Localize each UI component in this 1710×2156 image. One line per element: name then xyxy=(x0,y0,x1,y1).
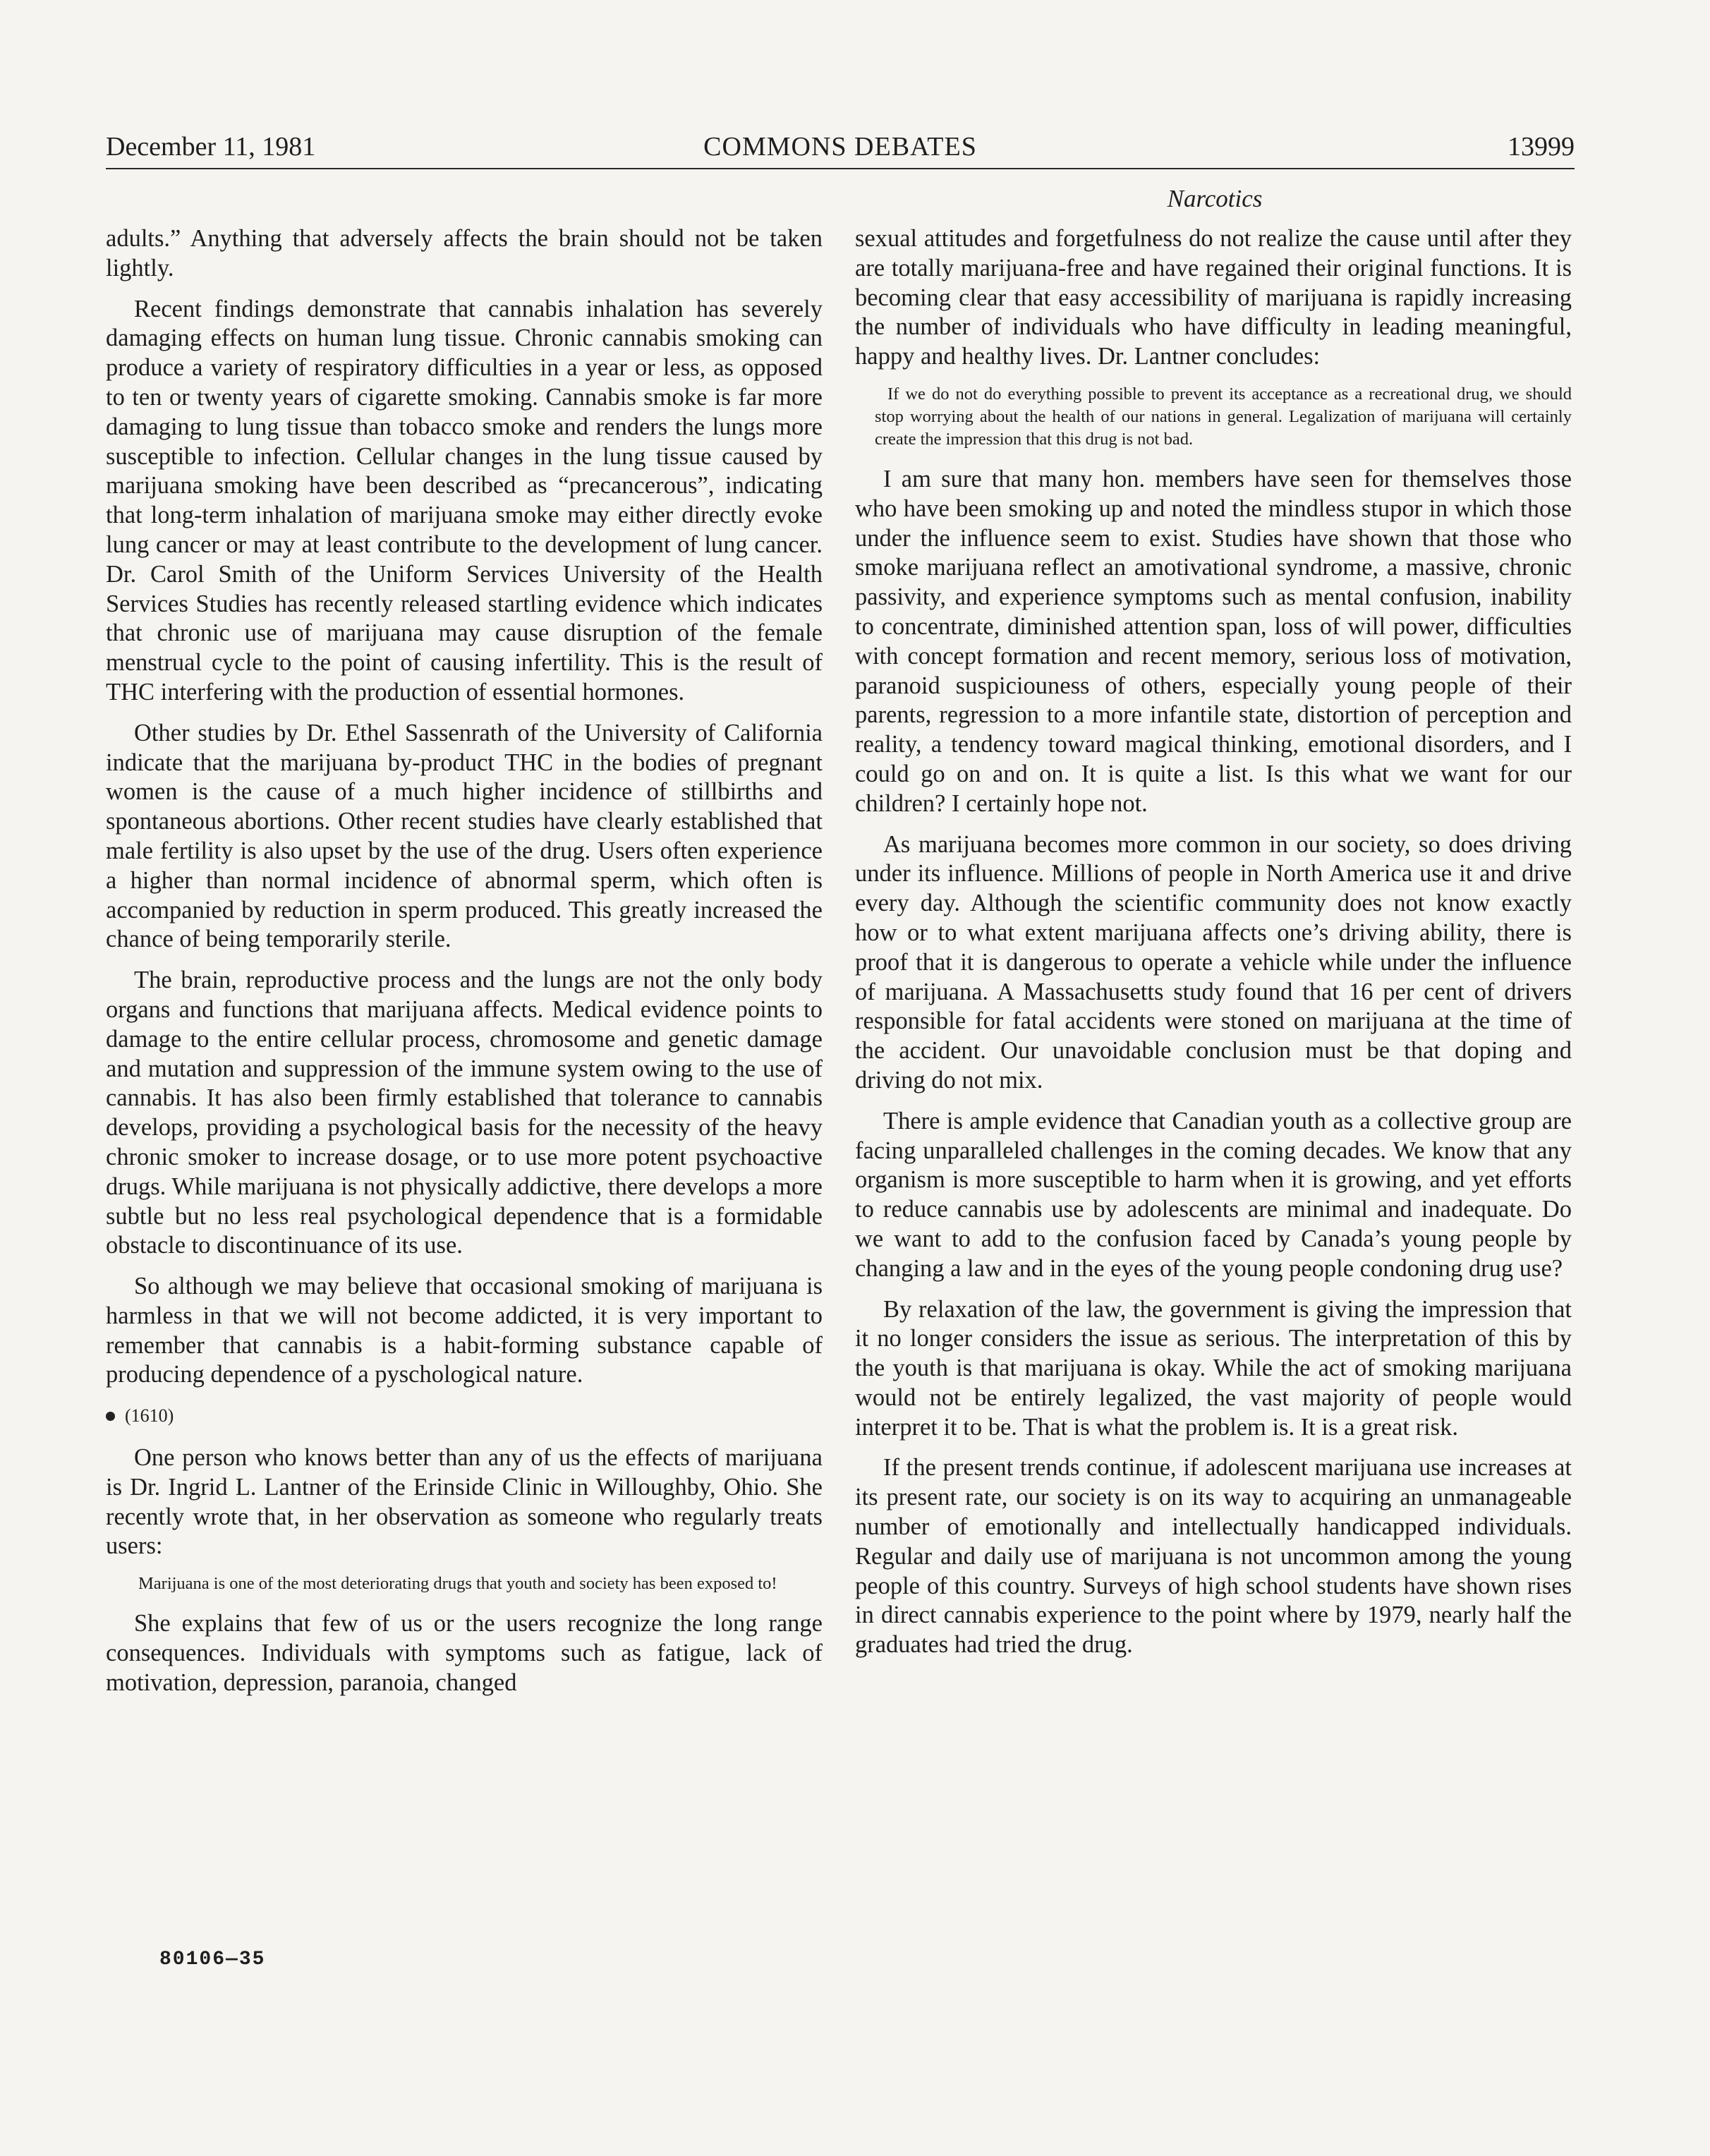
page-header xyxy=(106,131,1575,169)
quote-text: Marijuana is one of the most deteriorating drugs that youth and society has been exposed to! xyxy=(138,1574,777,1594)
right-paragraph: By relaxation of the law, the government is giving the impression that it no longer considers the issue as serious. The interpretation of this by the youth is that marijuana is okay. While the act of smoking marijuana would not be entirely legalized, the vast majority of people would interpret it to be. That is what the problem is. It is a great risk. xyxy=(855,1295,1572,1441)
left-paragraph: adults.” Anything that adversely affects the brain should not be taken lightly. xyxy=(106,225,823,281)
block-quote xyxy=(855,383,1572,451)
header-date: December 11, 1981 xyxy=(106,132,316,162)
left-paragraph: The brain, reproductive process and the lungs are not the only body organs and functions that marijuana affects. Medical evidence points to damage to the entire cellular process, chromosome and genetic damage and mutation and suppression of the immune system owing to the use of cannabis. It has also been firmly established that tolerance to cannabis develops, providing a psychological basis for the necessity of the heavy chronic smoker to increase dosage, or to use more potent psychoactive drugs. While marijuana is not physically addictive, there develops a more subtle but no less real psychological dependence that is a formidable obstacle to discontinuance of its use. xyxy=(106,967,823,1259)
block-quote xyxy=(106,1573,823,1595)
header-title: COMMONS DEBATES xyxy=(703,132,977,162)
left-paragraph: So although we may believe that occasional smoking of marijuana is harmless in that we will not become addicted, it is very important to remember that cannabis is a habit-forming substance capable of producing dependence of a pyschological nature. xyxy=(106,1273,823,1388)
header-page-number: 13999 xyxy=(1508,132,1575,162)
quote-text: If we do not do everything possible to prevent its acceptance as a recreational drug, we should stop worrying about the health of our nations in general. Legalization of marijuana will certainly create the impression that this drug is not bad. xyxy=(875,384,1572,449)
left-column xyxy=(106,224,823,1709)
right-paragraph: sexual attitudes and forgetfulness do not realize the cause until after they are totally marijuana-free and have regained their original functions. It is becoming clear that easy accessibility of marijuana is rapidly increasing the number of individuals who have difficulty in leading meaningful, happy and healthy lives. Dr. Lantner concludes: xyxy=(855,225,1572,370)
time-marker xyxy=(106,1401,823,1431)
bullet-icon xyxy=(106,1412,115,1421)
left-paragraph: Recent findings demonstrate that cannabis inhalation has severely damaging effects on human lung tissue. Chronic cannabis smoking can produce a variety of respiratory difficulties in a year or less, as opposed to ten or twenty years of cigarette smoking. Cannabis smoke is far more damaging to lung tissue than tobacco smoke and renders the lungs more susceptible to infection. Cellular changes in the lung tissue caused by marijuana smoking have been described as “precancerous”, indicating that long-term inhalation of marijuana smoke may either directly evoke lung cancer or may at least contribute to the development of lung cancer. Dr. Carol Smith of the Uniform Services University of the Health Services Studies has recently released startling evidence which indicates that chronic use of marijuana may cause disruption of the female menstrual cycle to the point of causing infertility. This is the result of THC interfering with the production of essential hormones. xyxy=(106,295,823,705)
left-paragraph: One person who knows better than any of us the effects of marijuana is Dr. Ingrid L. Lantner of the Erinside Clinic in Willoughby, Ohio. She recently wrote that, in her observation as someone who regularly treats users: xyxy=(106,1444,823,1560)
footer-code: 80106—35 xyxy=(159,1949,266,1970)
right-paragraph: As marijuana becomes more common in our society, so does driving under its influence. Millions of people in North America use it and drive every day. Although the scientific community does not know exactly how or to what extent marijuana affects one’s driving ability, there is proof that it is dangerous to operate a vehicle while under the influence of marijuana. A Massachusetts study found that 16 per cent of drivers responsible for fatal accidents were stoned on marijuana at the time of the accident. Our unavoidable conclusion must be that doping and driving do not mix. xyxy=(855,830,1572,1094)
right-paragraph: If the present trends continue, if adolescent marijuana use increases at its present rate, our society is on its way to acquiring an unmanageable number of emotionally and intellectually handicapped individuals. Regular and daily use of marijuana is not uncommon among the young people of this country. Surveys of high school students have shown rises in direct cannabis experience to the point where by 1979, nearly half the graduates had tried the drug. xyxy=(855,1454,1572,1659)
left-paragraph: She explains that few of us or the users recognize the long range consequences. Individuals with symptoms such as fatigue, lack of motivation, depression, paranoia, changed xyxy=(106,1610,823,1696)
right-paragraph: I am sure that many hon. members have seen for themselves those who have been smoking up and noted the mindless stupor in which those under the influence seem to exist. Studies have shown that those who smoke marijuana reflect an amotivational syndrome, a massive, chronic passivity, and experience symptoms such as mental confusion, inability to concentrate, diminished attention span, loss of will power, difficulties with concept formation and recent memory, serious loss of motivation, paranoid suspiciouness of others, especially young people of their parents, regression to a more infantile state, distortion of perception and reality, a tendency toward magical thinking, emotional disorders, and I could go on and on. It is quite a list. Is this what we want for our children? I certainly hope not. xyxy=(855,465,1572,817)
right-paragraph: There is ample evidence that Canadian youth as a collective group are facing unparalleled challenges in the coming decades. We know that any organism is more susceptible to harm when it is growing, and yet efforts to reduce cannabis use by adolescents are minimal and inadequate. Do we want to add to the confusion faced by Canada’s young people by changing a law and in the eyes of the young people condoning drug use? xyxy=(855,1107,1572,1282)
right-column xyxy=(855,224,1572,1671)
left-paragraph: Other studies by Dr. Ethel Sassenrath of the University of California indicate that the marijuana by-product THC in the bodies of pregnant women is the cause of a much higher incidence of stillbirths and spontaneous abortions. Other recent studies have clearly established that male fertility is also upset by the use of the drug. Users often experience a higher than normal incidence of abnormal sperm, which often is accompanied by reduction in sperm produced. This greatly increased the chance of being temporarily sterile. xyxy=(106,719,823,953)
time-marker-text: (1610) xyxy=(125,1405,174,1427)
section-title: Narcotics xyxy=(1167,185,1263,212)
